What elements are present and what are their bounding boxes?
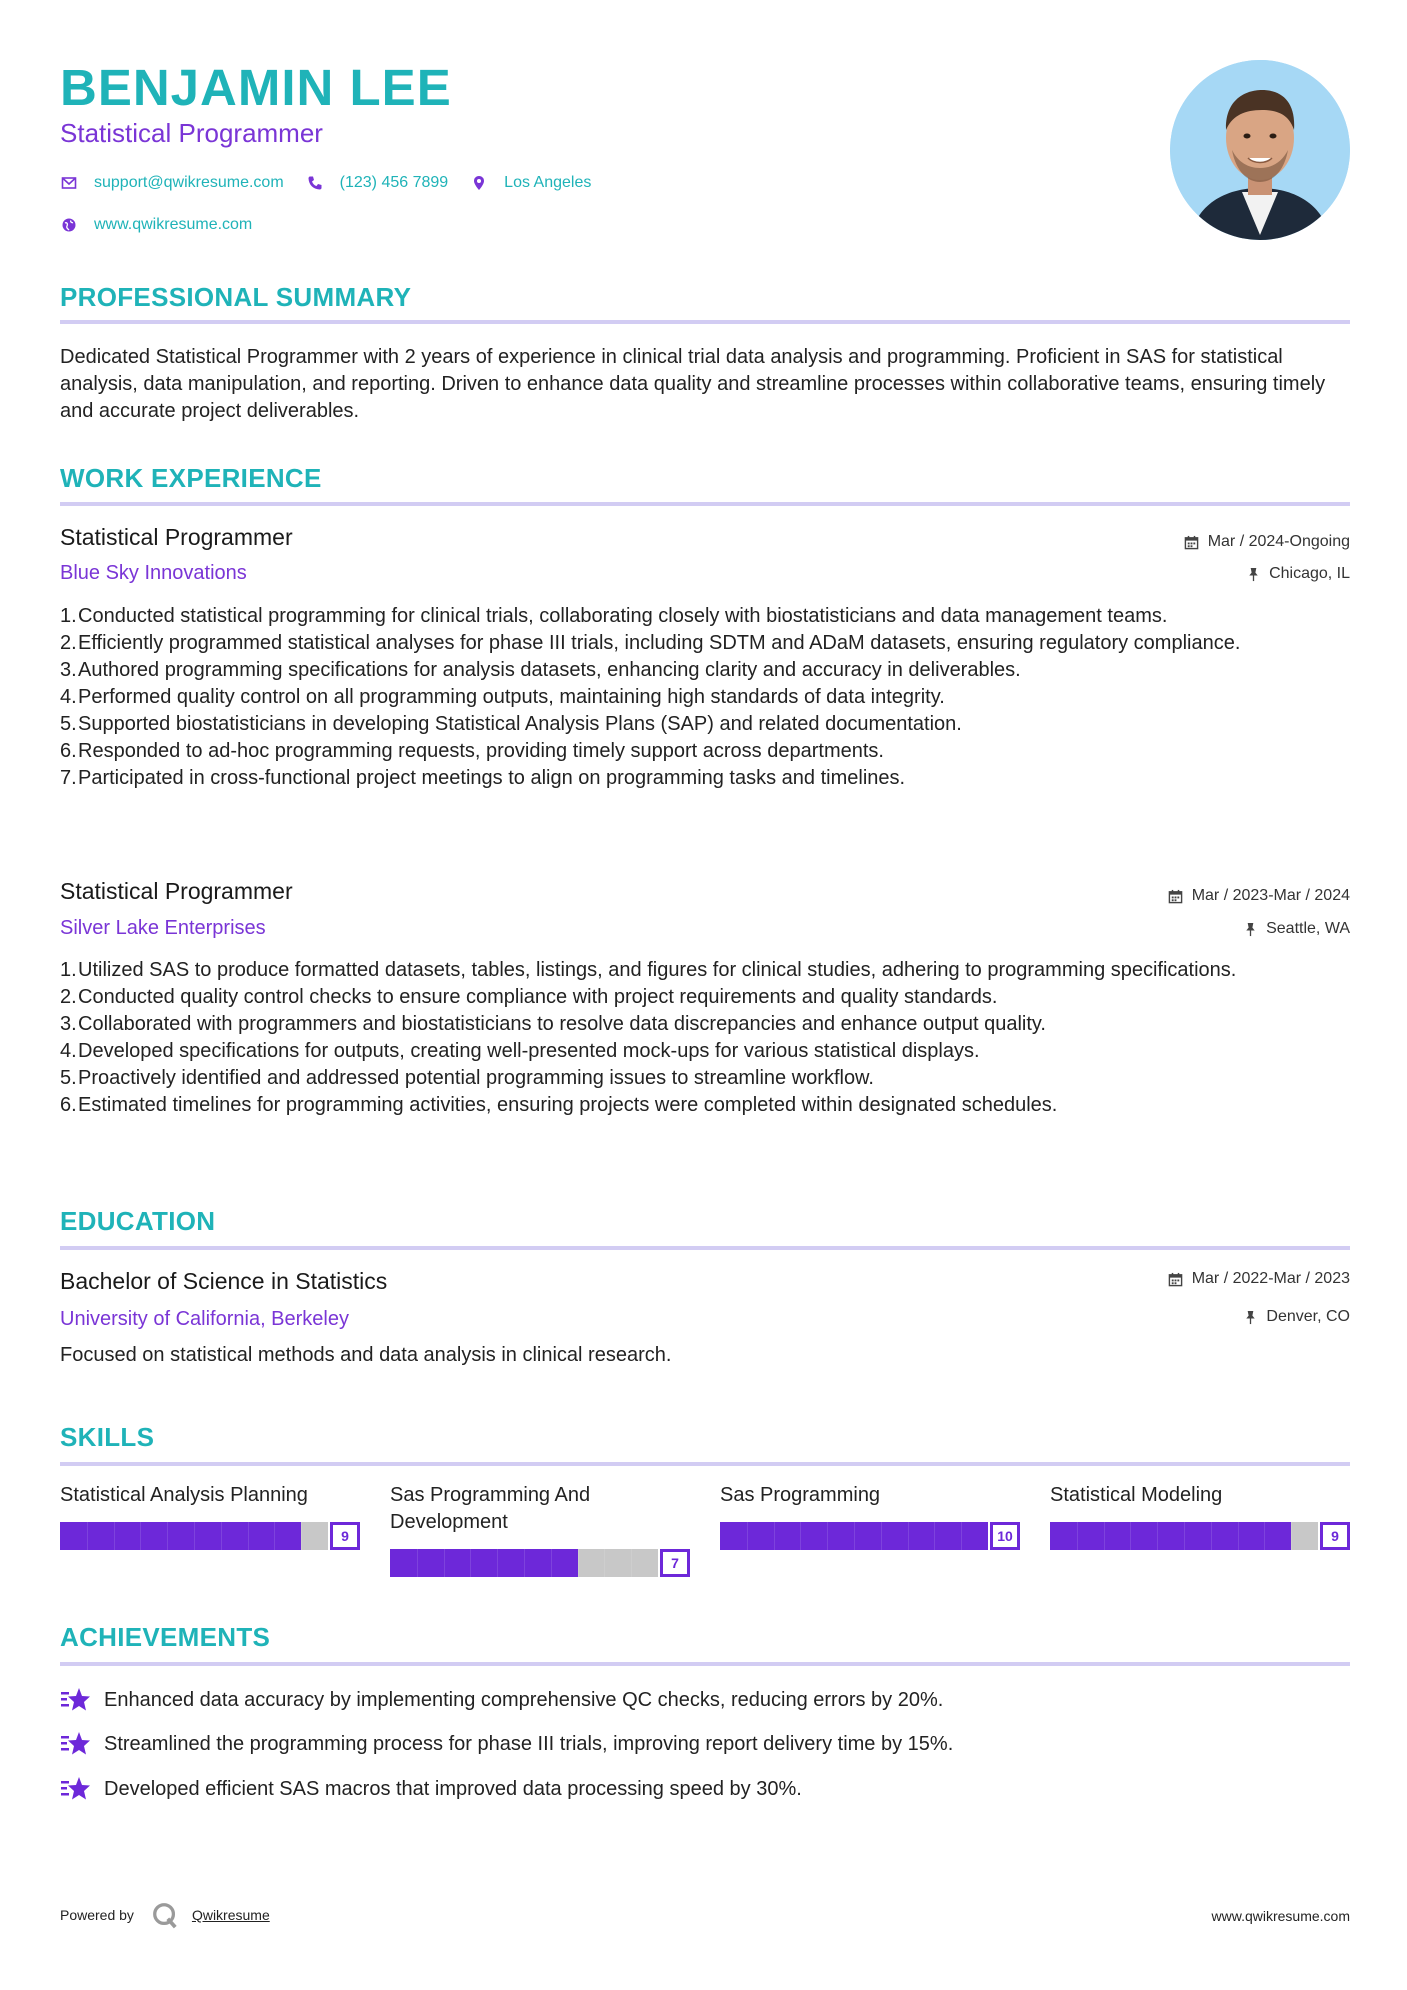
star-icon — [60, 1730, 92, 1758]
pushpin-icon — [1242, 1309, 1258, 1325]
skill-segment-divider — [827, 1522, 828, 1550]
skill-track — [1050, 1522, 1318, 1550]
skills-heading: SKILLS — [60, 1422, 155, 1452]
skill-segment-divider — [631, 1549, 632, 1577]
list-item: 5. Proactively identified and addressed potential programming issues to streamline workflow. — [60, 1067, 874, 1089]
section-divider — [60, 1246, 1350, 1250]
pushpin-icon — [1242, 921, 1258, 937]
skill-bar — [60, 1522, 360, 1550]
contact-location — [470, 174, 591, 192]
list-item: 5. Supported biostatisticians in developing Statistical Analysis Plans (SAP) and related documentation. — [60, 713, 962, 735]
skill-segment-divider — [854, 1522, 855, 1550]
skill-segment-divider — [417, 1549, 418, 1577]
education-location — [1242, 1308, 1350, 1326]
skill-segment-divider — [774, 1522, 775, 1550]
website-text: www.qwikresume.com — [94, 216, 253, 233]
job-bullets — [60, 603, 1350, 792]
candidate-role: Statistical Programmer — [60, 118, 323, 148]
skill-name: Sas Programming — [720, 1484, 881, 1506]
skill-segment-divider — [497, 1549, 498, 1577]
education-location-text: Denver, CO — [1266, 1308, 1350, 1325]
skill-segment-divider — [1157, 1522, 1158, 1550]
skill-bar — [720, 1522, 1020, 1550]
education-description: Focused on statistical methods and data analysis in clinical research. — [60, 1344, 672, 1366]
list-item: 1. Utilized SAS to produce formatted datasets, tables, listings, and figures for clinical studies, adhering to programming specifications. — [60, 959, 1237, 981]
skill-segment-divider — [578, 1549, 579, 1577]
list-item: 1. Conducted statistical programming for clinical trials, collaborating closely with biostatisticians and data management teams. — [60, 605, 1168, 627]
job-company: Silver Lake Enterprises — [60, 917, 266, 939]
skill-item — [1050, 1482, 1350, 1544]
contact-row-website — [60, 216, 274, 234]
skill-segment-divider — [194, 1522, 195, 1550]
degree-title: Bachelor of Science in Statistics — [60, 1268, 388, 1294]
contact-email[interactable] — [60, 174, 284, 192]
summary-text: Dedicated Statistical Programmer with 2 years of experience in clinical trial data analysis and programming. Proficient in SAS for statistical analysis, data manipulation, and reporting. Driven to enhance data quality and streamline processes within collaborative teams, ensuring timely and accurate project deliverables. — [60, 346, 1326, 422]
skill-item — [720, 1482, 1020, 1544]
footer-powered-by — [60, 1900, 270, 1930]
list-item: 3. Collaborated with programmers and biostatisticians to resolve data discrepancies and enhance output quality. — [60, 1013, 1046, 1035]
list-item: 4. Developed specifications for outputs, creating well-presented mock-ups for various statistical displays. — [60, 1040, 980, 1062]
achievement-text: Streamlined the programming process for phase III trials, improving report delivery time by 15%. — [104, 1732, 954, 1755]
job-location — [1242, 920, 1350, 938]
job-dates-text: Mar / 2024-Ongoing — [1207, 533, 1350, 550]
experience-heading: WORK EXPERIENCE — [60, 463, 322, 493]
job-location-text: Chicago, IL — [1269, 565, 1350, 582]
email-text: support@qwikresume.com — [94, 174, 284, 191]
phone-text: (123) 456 7899 — [339, 174, 449, 191]
job-location — [1245, 565, 1350, 583]
contact-website[interactable] — [60, 216, 252, 234]
job-dates — [1184, 533, 1350, 551]
skill-segment-divider — [551, 1549, 552, 1577]
qwikresume-link[interactable]: Qwikresume — [191, 1907, 270, 1923]
skill-segment-divider — [221, 1522, 222, 1550]
achievement-item — [60, 1730, 953, 1758]
envelope-icon — [60, 174, 78, 192]
skill-segment-divider — [274, 1522, 275, 1550]
skill-segment-divider — [524, 1549, 525, 1577]
footer-url[interactable]: www.qwikresume.com — [1211, 1908, 1350, 1924]
skill-item — [390, 1482, 690, 1571]
skill-segment-divider — [747, 1522, 748, 1550]
skill-score: 9 — [1320, 1522, 1350, 1550]
section-divider — [60, 320, 1350, 324]
calendar-icon — [1168, 888, 1184, 904]
resume-page — [60, 0, 1350, 1990]
skill-name: Statistical Analysis Planning — [60, 1484, 308, 1506]
skill-segment-divider — [1264, 1522, 1265, 1550]
skill-score: 9 — [330, 1522, 360, 1550]
skill-segment-divider — [470, 1549, 471, 1577]
candidate-name: BENJAMIN LEE — [60, 59, 452, 116]
skill-segment-divider — [1238, 1522, 1239, 1550]
job-bullets — [60, 957, 1350, 1119]
skill-track — [60, 1522, 328, 1550]
skill-segment-divider — [114, 1522, 115, 1550]
pushpin-icon — [1245, 566, 1261, 582]
job-title: Statistical Programmer — [60, 524, 293, 550]
achievement-item — [60, 1686, 943, 1714]
skill-score: 7 — [660, 1549, 690, 1577]
skill-track — [720, 1522, 988, 1550]
skill-segment-divider — [140, 1522, 141, 1550]
list-item: 3. Authored programming specifications for analysis datasets, enhancing clarity and accuracy in deliverables. — [60, 659, 1021, 681]
skill-segment-divider — [1291, 1522, 1292, 1550]
skill-segment-divider — [881, 1522, 882, 1550]
calendar-icon — [1184, 534, 1200, 550]
education-dates — [1168, 1270, 1350, 1288]
skill-bar — [1050, 1522, 1350, 1550]
skill-score: 10 — [990, 1522, 1020, 1550]
skill-segment-divider — [87, 1522, 88, 1550]
powered-by-label: Powered by — [60, 1907, 134, 1923]
achievement-text: Enhanced data accuracy by implementing comprehensive QC checks, reducing errors by 20%. — [104, 1688, 944, 1711]
skill-fill — [1050, 1522, 1291, 1550]
education-heading: EDUCATION — [60, 1206, 216, 1236]
job-company: Blue Sky Innovations — [60, 562, 247, 584]
section-divider — [60, 1462, 1350, 1466]
map-pin-icon — [470, 174, 488, 192]
skill-segment-divider — [1211, 1522, 1212, 1550]
skill-name: Sas Programming And Development — [390, 1484, 591, 1533]
list-item: 2. Efficiently programmed statistical analyses for phase III trials, including SDTM and ADaM datasets, ensuring regulatory compliance. — [60, 632, 1241, 654]
phone-icon — [306, 174, 324, 192]
job-dates-text: Mar / 2023-Mar / 2024 — [1191, 887, 1350, 904]
school-name: University of California, Berkeley — [60, 1308, 349, 1330]
calendar-icon — [1168, 1271, 1184, 1287]
job-location-text: Seattle, WA — [1266, 920, 1350, 937]
skill-segment-divider — [248, 1522, 249, 1550]
skill-segment-divider — [961, 1522, 962, 1550]
skill-track — [390, 1549, 658, 1577]
skill-segment-divider — [604, 1549, 605, 1577]
location-text: Los Angeles — [504, 174, 592, 191]
skill-segment-divider — [1184, 1522, 1185, 1550]
skill-segment-divider — [908, 1522, 909, 1550]
contact-phone[interactable] — [306, 174, 449, 192]
skill-segment-divider — [1130, 1522, 1131, 1550]
skill-segment-divider — [1104, 1522, 1105, 1550]
star-icon — [60, 1686, 92, 1714]
list-item: 7. Participated in cross-functional project meetings to align on programming tasks and timelines. — [60, 767, 906, 789]
skill-segment-divider — [800, 1522, 801, 1550]
job-title: Statistical Programmer — [60, 878, 293, 904]
achievement-text: Developed efficient SAS macros that improved data processing speed by 30%. — [104, 1777, 802, 1800]
skill-segment-divider — [1077, 1522, 1078, 1550]
qwikresume-logo-icon — [150, 1900, 180, 1930]
list-item: 6. Estimated timelines for programming activities, ensuring projects were completed within designated schedules. — [60, 1094, 1058, 1116]
profile-photo — [1170, 60, 1350, 240]
achievement-item — [60, 1775, 802, 1803]
globe-icon — [60, 216, 78, 234]
section-divider — [60, 502, 1350, 506]
skill-segment-divider — [301, 1522, 302, 1550]
skill-segment-divider — [934, 1522, 935, 1550]
star-icon — [60, 1775, 92, 1803]
contact-row — [60, 174, 613, 192]
job-dates — [1168, 887, 1350, 905]
skill-segment-divider — [444, 1549, 445, 1577]
list-item: 4. Performed quality control on all programming outputs, maintaining high standards of data integrity. — [60, 686, 945, 708]
list-item: 2. Conducted quality control checks to ensure compliance with project requirements and quality standards. — [60, 986, 998, 1008]
section-divider — [60, 1662, 1350, 1666]
skill-fill — [390, 1549, 578, 1577]
education-dates-text: Mar / 2022-Mar / 2023 — [1191, 1270, 1350, 1287]
list-item: 6. Responded to ad-hoc programming requests, providing timely support across departments. — [60, 740, 884, 762]
skill-name: Statistical Modeling — [1050, 1484, 1223, 1506]
skill-bar — [390, 1549, 690, 1577]
skill-fill — [60, 1522, 301, 1550]
summary-heading: PROFESSIONAL SUMMARY — [60, 282, 412, 312]
skill-item — [60, 1482, 360, 1544]
skill-segment-divider — [167, 1522, 168, 1550]
achievements-heading: ACHIEVEMENTS — [60, 1622, 271, 1652]
